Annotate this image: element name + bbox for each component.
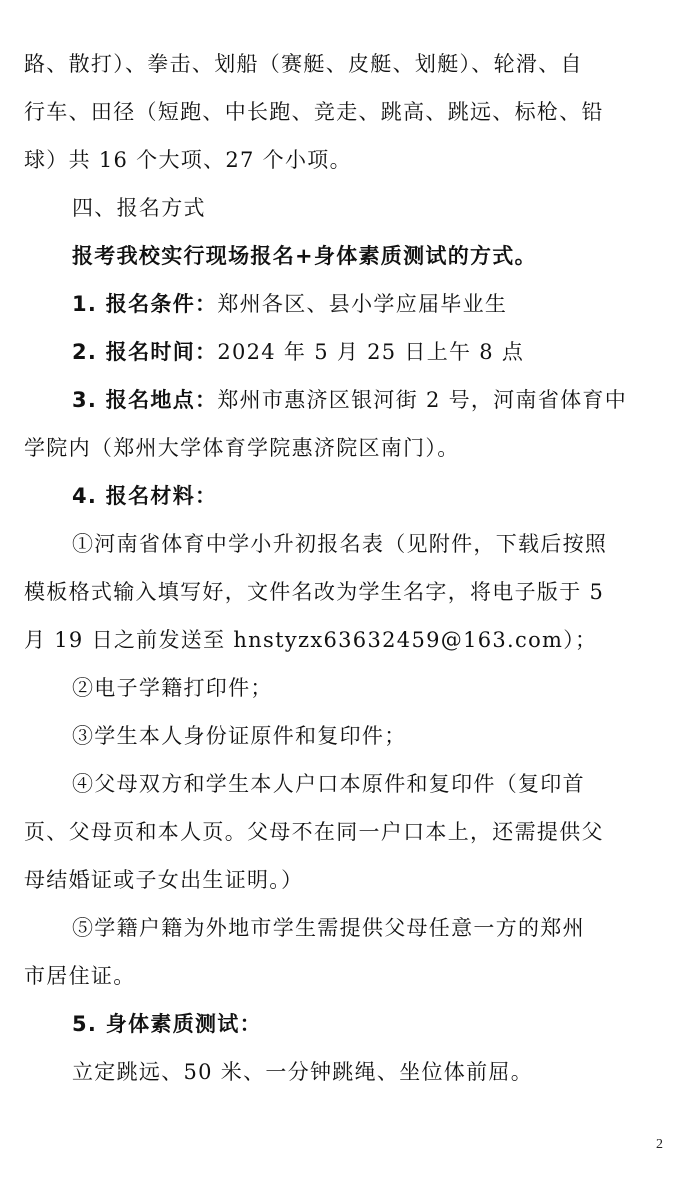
item-value: 郑州市惠济区银河街 2 号，河南省体育中 [217, 388, 628, 412]
body-line: 月 19 日之前发送至 hnstyzx63632459@163.com）； [24, 628, 598, 652]
material-item-4: ④父母双方和学生本人户口本原件和复印件（复印首 [72, 772, 585, 796]
item-label: 2. 报名时间： [72, 340, 218, 364]
item-label: 5. 身体素质测试： [72, 1012, 262, 1036]
body-line: 行车、田径（短跑、中长跑、竞走、跳高、跳远、标枪、铅 [24, 100, 604, 124]
item-registration-time [24, 328, 664, 376]
item-value: 郑州各区、县小学应届毕业生 [217, 292, 508, 316]
body-line: 模板格式输入填写好，文件名改为学生名字，将电子版于 5 [24, 580, 605, 604]
body-line: 市居住证。 [24, 964, 136, 988]
physical-test-items: 立定跳远、50 米、一分钟跳绳、坐位体前屈。 [72, 1060, 533, 1084]
body-line: 路、散打）、拳击、划船（赛艇、皮艇、划艇）、轮滑、自 [24, 52, 583, 76]
item-registration-conditions [24, 280, 664, 328]
item-label: 4. 报名材料： [72, 484, 218, 508]
body-line: 母结婚证或子女出生证明。） [24, 868, 304, 892]
material-item-1: ①河南省体育中学小升初报名表（见附件，下载后按照 [72, 532, 608, 556]
document-body [24, 40, 664, 1096]
page-number: 2 [656, 1137, 663, 1152]
material-item-3: ③学生本人身份证原件和复印件； [72, 724, 407, 748]
item-registration-materials [24, 472, 664, 520]
body-line: 学院内（郑州大学体育学院惠济院区南门）。 [24, 436, 460, 460]
item-label: 1. 报名条件： [72, 292, 218, 316]
item-value: 2024 年 5 月 25 日上午 8 点 [217, 340, 525, 364]
section-heading: 四、报名方式 [72, 196, 206, 220]
material-item-2: ②电子学籍打印件； [72, 676, 273, 700]
item-physical-test [24, 1000, 664, 1048]
emphasis-line: 报考我校实行现场报名+身体素质测试的方式。 [72, 244, 537, 268]
material-item-5: ⑤学籍户籍为外地市学生需提供父母任意一方的郑州 [72, 916, 585, 940]
item-label: 3. 报名地点： [72, 388, 218, 412]
item-registration-location [24, 376, 664, 424]
body-line: 球）共 16 个大项、27 个小项。 [24, 148, 352, 172]
body-line: 页、父母页和本人页。父母不在同一户口本上，还需提供父 [24, 820, 604, 844]
